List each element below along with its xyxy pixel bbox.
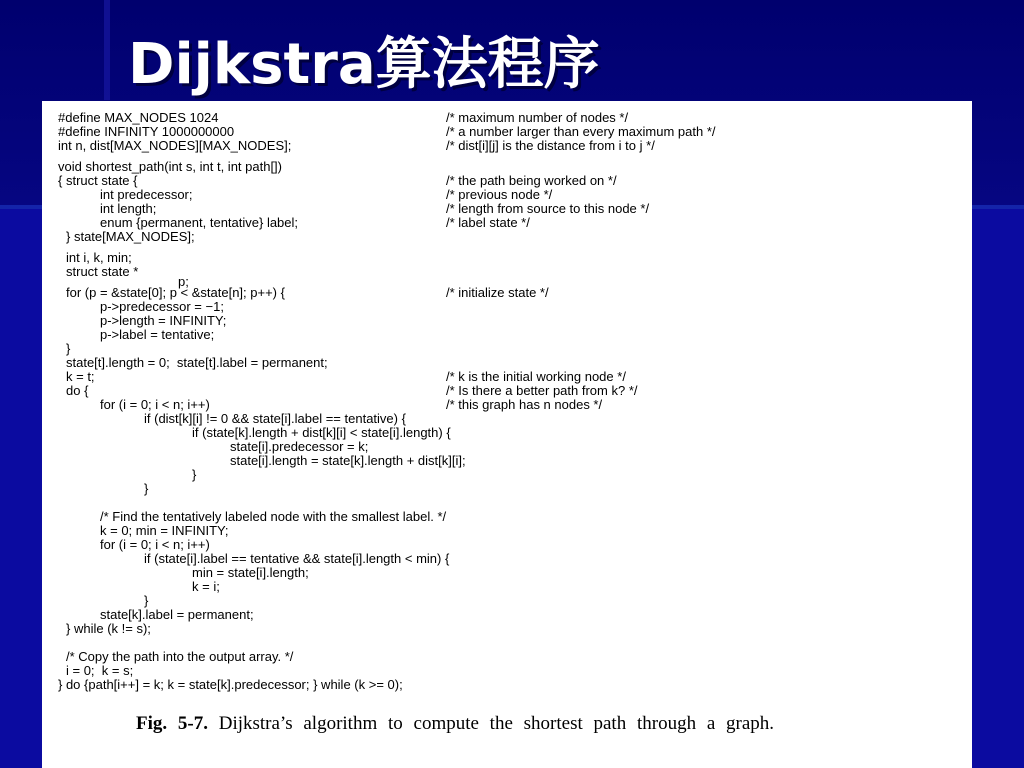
code-line: /* Find the tentatively labeled node with the smallest label. */ — [100, 509, 447, 524]
code-comment: /* a number larger than every maximum path */ — [446, 124, 716, 139]
code-line: state[t].length = 0; state[t].label = permanent; — [66, 355, 328, 370]
decorative-stripe — [104, 0, 110, 100]
code-line: void shortest_path(int s, int t, int path[]) — [58, 159, 283, 174]
slide-title: Dijkstra算法程序 — [128, 32, 600, 97]
code-line: p->predecessor = −1; — [100, 299, 224, 314]
code-line: i = 0; k = s; — [66, 663, 134, 678]
code-line: } — [66, 341, 71, 356]
code-line: /* Copy the path into the output array. */ — [66, 649, 294, 664]
code-line: { struct state { — [58, 173, 138, 188]
code-line: #define MAX_NODES 1024 — [58, 110, 219, 125]
code-line: } while (k != s); — [66, 621, 151, 636]
figure-caption — [136, 713, 916, 734]
code-line: state[i].length = state[k].length + dist[k][i]; — [230, 453, 466, 468]
code-line: } do {path[i++] = k; k = state[k].predecessor; } while (k >= 0); — [58, 677, 403, 692]
code-line: if (state[k].length + dist[k][i] < state[i].length) { — [192, 425, 451, 440]
code-line: do { — [66, 383, 89, 398]
code-comment: /* length from source to this node */ — [446, 201, 650, 216]
code-line: } — [144, 481, 149, 496]
code-comment: /* maximum number of nodes */ — [446, 110, 629, 125]
code-line: } — [192, 467, 197, 482]
code-comment: /* this graph has n nodes */ — [446, 397, 603, 412]
code-line: p; — [178, 274, 189, 289]
code-line: if (dist[k][i] != 0 && state[i].label == tentative) { — [144, 411, 406, 426]
code-comment: /* previous node */ — [446, 187, 553, 202]
code-line: if (state[i].label == tentative && state[i].length < min) { — [144, 551, 450, 566]
code-line: k = i; — [192, 579, 220, 594]
code-comment: /* initialize state */ — [446, 285, 549, 300]
code-line: struct state * — [66, 264, 139, 279]
code-comment: /* dist[i][j] is the distance from i to j */ — [446, 138, 655, 153]
code-line: enum {permanent, tentative} label; — [100, 215, 299, 230]
code-line: state[k].label = permanent; — [100, 607, 254, 622]
figure-caption-text: Dijkstra’s algorithm to compute the shortest path through a graph. — [218, 713, 775, 734]
code-line: for (i = 0; i < n; i++) — [100, 397, 210, 412]
code-comment: /* Is there a better path from k? */ — [446, 383, 638, 398]
code-comment: /* k is the initial working node */ — [446, 369, 626, 384]
code-line: min = state[i].length; — [192, 565, 309, 580]
code-line: int predecessor; — [100, 187, 193, 202]
code-line: } state[MAX_NODES]; — [66, 229, 195, 244]
code-comment: /* label state */ — [446, 215, 530, 230]
code-line: #define INFINITY 1000000000 — [58, 124, 235, 139]
code-line: int n, dist[MAX_NODES][MAX_NODES]; — [58, 138, 292, 153]
code-line: } — [144, 593, 149, 608]
code-line: k = 0; min = INFINITY; — [100, 523, 229, 538]
code-line: p->length = INFINITY; — [100, 313, 227, 328]
code-line: state[i].predecessor = k; — [230, 439, 369, 454]
code-line: k = t; — [66, 369, 95, 384]
code-line: for (p = &state[0]; p < &state[n]; p++) { — [66, 285, 285, 300]
code-line: int length; — [100, 201, 157, 216]
code-line: for (i = 0; i < n; i++) — [100, 537, 210, 552]
figure-panel — [42, 101, 972, 768]
code-line: int i, k, min; — [66, 250, 132, 265]
code-comment: /* the path being worked on */ — [446, 173, 617, 188]
figure-caption-label: Fig. 5-7. — [136, 713, 208, 734]
code-line: p->label = tentative; — [100, 327, 215, 342]
